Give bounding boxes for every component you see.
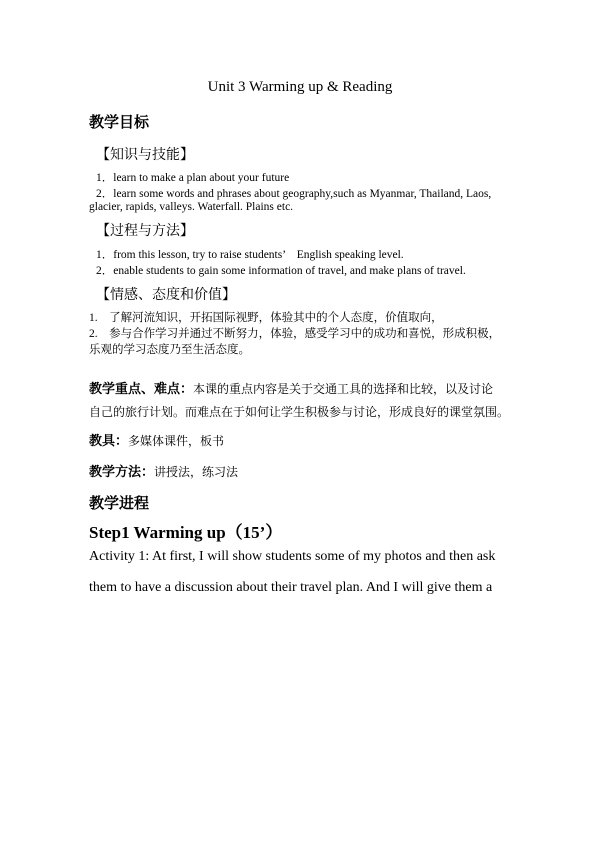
key-points-line-2: 自己的旅行计划。而难点在于如何让学生积极参与讨论，形成良好的课堂氛围。 [89,405,510,419]
step1-line-2: them to have a discussion about their travel plan. And I will give them a [89,580,493,595]
methods-line [89,461,238,480]
tools-line [89,430,224,449]
step1-title: Step1 Warming up（15’） [89,523,283,542]
emotion-item-1: 1. 了解河流知识，开拓国际视野，体验其中的个人态度，价值取向， [89,312,443,324]
page-title: Unit 3 Warming up & Reading [207,79,393,95]
methods-text: 讲授法，练习法 [154,465,239,479]
knowledge-heading: 【知识与技能】 [96,148,194,163]
process-heading: 【过程与方法】 [96,224,194,239]
knowledge-item-1: 1．learn to make a plan about your future [96,172,290,184]
key-points-text: 本课的重点内容是关于交通工具的选择和比较，以及讨论 [193,382,494,396]
emotion-item-2-cont: 乐观的学习态度乃至生活态度。 [89,344,250,356]
objectives-heading: 教学目标 [89,115,150,131]
emotion-heading: 【情感、态度和价值】 [96,288,236,303]
step1-line-1: Activity 1: At first, I will show students some of my photos and then ask [89,549,496,564]
process-item-1: 1．from this lesson, try to raise students’ English speaking level. [96,249,404,261]
knowledge-item-2-cont: glacier, rapids, valleys. Waterfall. Plains etc. [89,201,294,213]
emotion-item-2: 2. 参与合作学习并通过不断努力，体验，感受学习中的成功和喜悦，形成积极， [89,328,501,340]
process-item-2: 2．enable students to gain some information of travel, and make plans of travel. [96,265,466,277]
key-points-line-1 [89,378,493,397]
tools-label: 教具： [89,433,129,448]
tools-text: 多媒体课件，板书 [128,434,225,448]
methods-label: 教学方法： [89,464,155,479]
key-points-label: 教学重点、难点： [89,381,194,396]
knowledge-item-2: 2．learn some words and phrases about geography,such as Myanmar, Thailand, Laos, [96,188,492,200]
progress-heading: 教学进程 [89,496,150,512]
